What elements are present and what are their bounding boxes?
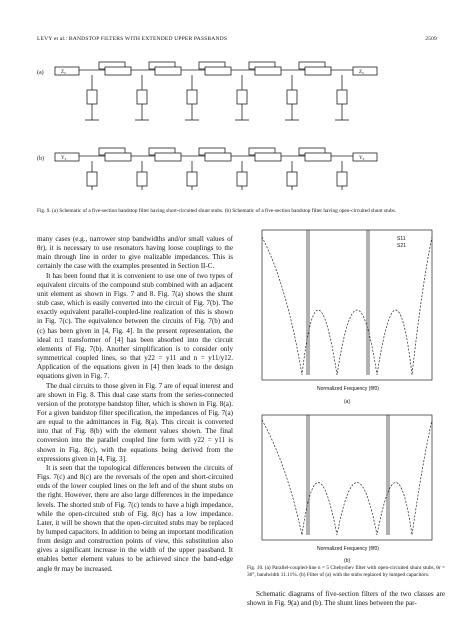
svg-text:Y₀: Y₀	[359, 156, 365, 161]
running-header	[37, 36, 437, 46]
legend-s21: S21	[397, 243, 406, 249]
paragraph: It is seen that the topological differences between the circuits of Figs. 7(c) and 8(c) are the reversals of the open and short-circuited ends of the lower coupled lines on the left and of the shunt stubs on the right. However, there are also large differences in the impedance levels. The shorted stub of Fig. 7(c) tends to have a high impedance, while the open-circuited stub of Fig. 8(c) has a low impedance. Later, it will be shown that the open-circuited stubs may be replaced by lumped capacitors. In addition to being an important modification from design and construction points of view, this substitution also gives a significant increase in the width of the upper passband. It enables better element values to be achieved since the band-edge angle θr may be increased.	[37, 463, 233, 573]
body-left-column	[37, 235, 233, 574]
paragraph: Schematic diagrams of five-section filters of the two classes are shown in Fig. 9(a) and (b). The shunt lines between the par-	[247, 590, 445, 608]
xlabel-a: Normalized Frequency (f/f0)	[317, 386, 379, 392]
svg-text:Y₀: Y₀	[61, 156, 67, 161]
fig9-caption: Fig. 9. (a) Schematic of a five-section bandstop filter having short-circuited shunt stubs. (b) Schematic of a five-section bandstop filter having open-circuited shunt stubs.	[37, 208, 397, 214]
header-title: LEVY et al.: BANDSTOP FILTERS WITH EXTENDED UPPER PASSBANDS	[37, 36, 228, 42]
fig10b-plot	[247, 410, 447, 565]
page-number: 2509	[425, 36, 437, 42]
svg-text:Z₀: Z₀	[61, 70, 66, 75]
svg-text:Z₀: Z₀	[359, 70, 364, 75]
paragraph: many cases (e.g., narrower stop bandwidths and/or small values of θr), it is necessary to use resonators having loose couplings to the main through line in order to give realizable impedances. This is certainly the case with the examples presented in Section II-C.	[37, 235, 233, 271]
paragraph: The dual circuits to those given in Fig. 7 are of equal interest and are shown in Fig. 8. This dual case starts from the series-connected version of the prototype bandstop filter, which is shown in Fig. 8(a). For a given bandstop filter specification, the impedances of Fig. 7(a) are equal to the admittances in Fig. 8(a). This circuit is converted into that of Fig. 8(b) with the element values shown. The final conversion into the parallel coupled line form with y22 = y11 is shown in Fig. 8(c), with the equations being derived from the expressions given in [4, Fig. 3].	[37, 381, 233, 463]
plot-a-label: (a)	[344, 399, 351, 405]
fig10a-plot	[247, 225, 447, 405]
fig9-label-b: (b)	[37, 156, 44, 162]
xlabel-b: Normalized Frequency (f/f0)	[317, 546, 379, 552]
fig10-caption: Fig. 10. (a) Parallel-coupled-line n = 5 Chebyshev filter with open-circuited shunt stubs, θr = 36°, bandwidth 11.11%. (b) Filter of (a) with the stubs replaced by lumped capacitors.	[247, 565, 445, 578]
fig9-label-a: (a)	[37, 70, 44, 76]
fig9-schematic	[37, 50, 437, 202]
paragraph: It has been found that it is convenient to use one of two types of equivalent circuits of the compound stub combined with an adjacent unit element as shown in Figs. 7 and 8. Fig. 7(a) shows the shunt stub case, which is easily converted into the circuit of Fig. 7(b). The exactly equivalent parallel-coupled-line realization of this is shown in Fig. 7(c). The equivalence between the circuits of Fig. 7(b) and (c) has been given in [4, Fig. 4]. In the present representation, the ideal n:1 transformer of [4] has been absorbed into the circuit elements of Fig. 7(b). Another simplification is to consider only symmetrical coupled lines, so that y22 = y11 and n = y11/y12. Application of the equations given in [4] then leads to the design equations given in Fig. 7.	[37, 271, 233, 381]
plot-b-label: (b)	[344, 558, 351, 564]
body-right-column	[247, 590, 445, 608]
legend-s11: S11	[397, 236, 406, 242]
